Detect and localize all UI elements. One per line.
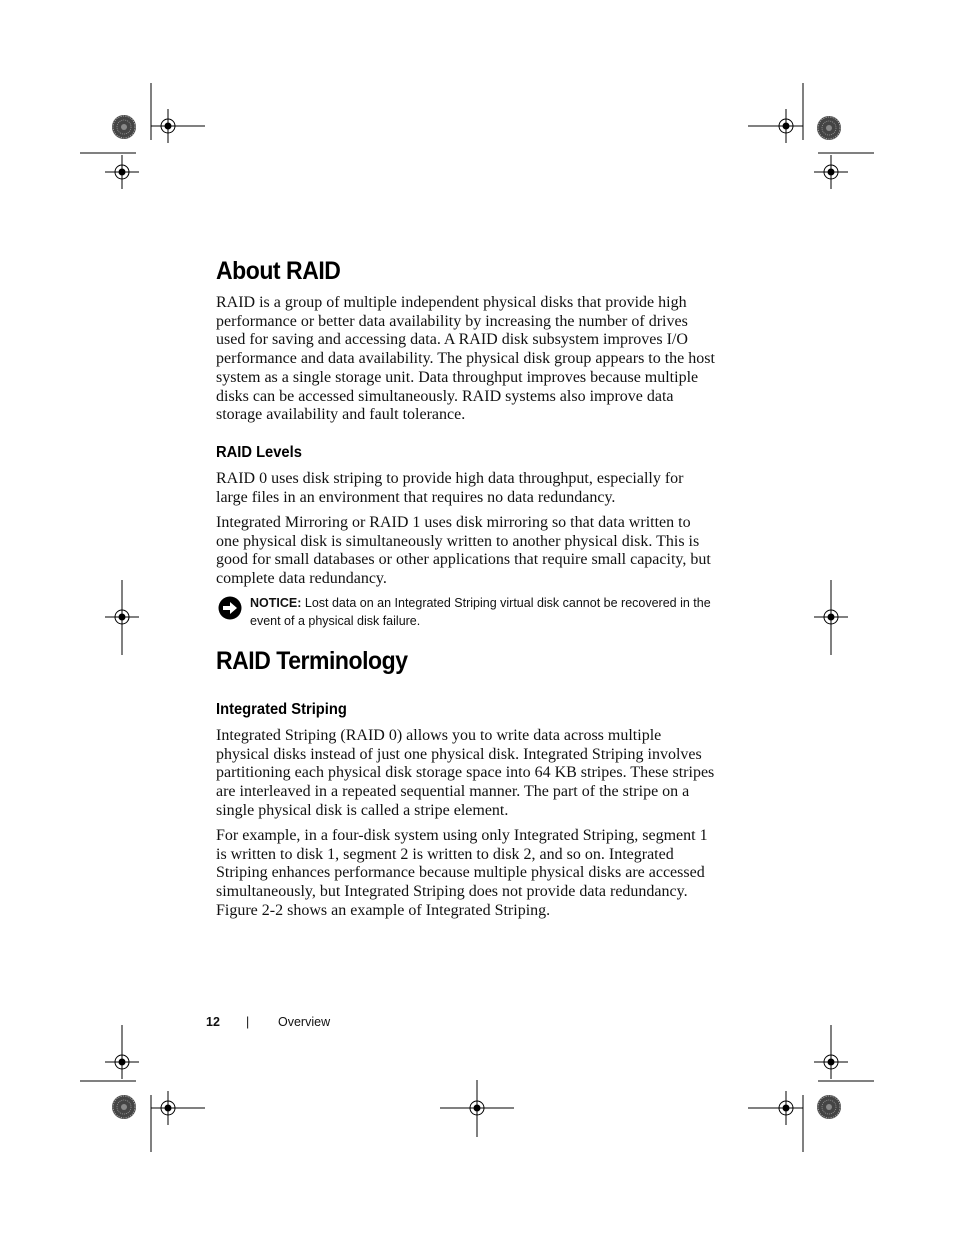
raid-levels-paragraph-1: RAID 0 uses disk striping to provide high data throughput, especially for large files in an environment that requires no data redundancy. xyxy=(216,470,684,506)
notice-text xyxy=(250,595,716,630)
heading-raid-levels: RAID Levels xyxy=(216,444,302,461)
footer-section-title: Overview xyxy=(278,1015,331,1029)
integrated-striping-paragraph-2: For example, in a four-disk system using only Integrated Striping, segment 1 is written to disk 1, segment 2 is written to disk 2, and so on. Integrated Striping enhances performance because multiple physical disks are accessed simultaneously, but Integrated Striping does not provide data redundancy. Figure 2-2 shows an example of Integrated Striping. xyxy=(216,827,708,919)
footer-separator: | xyxy=(246,1015,250,1029)
page-number: 12 xyxy=(206,1015,220,1029)
about-raid-paragraph: RAID is a group of multiple independent physical disks that provide high performance or better data availability by increasing the number of drives used for saving and accessing data. A RAID disk subsystem improves I/O performance and data availability. The physical disk group appears to the host system as a single storage unit. Data throughput improves because multiple disks can be accessed simultaneously. RAID systems also improve data storage availability and fault tolerance. xyxy=(216,294,715,424)
notice-arrow-icon xyxy=(218,596,242,620)
notice-message: Lost data on an Integrated Striping virtual disk cannot be recovered in the event of a physical disk failure. xyxy=(250,596,711,628)
heading-raid-terminology: RAID Terminology xyxy=(216,647,408,675)
page-content xyxy=(216,250,716,919)
heading-about-raid: About RAID xyxy=(216,257,341,285)
heading-integrated-striping: Integrated Striping xyxy=(216,701,347,718)
notice-label: NOTICE: xyxy=(250,596,302,610)
integrated-striping-paragraph-1: Integrated Striping (RAID 0) allows you to write data across multiple physical disks instead of just one physical disk. Integrated Striping involves partitioning each physical disk storage space into 64 KB stripes. These stripes are interleaved in a repeated sequential manner. The part of the stripe on a single physical disk is called a stripe element. xyxy=(216,727,715,819)
raid-levels-paragraph-2: Integrated Mirroring or RAID 1 uses disk mirroring so that data written to one physical disk is simultaneously written to another physical disk. This is good for small databases or other applications that require small capacity, but complete data redundancy. xyxy=(216,514,711,588)
